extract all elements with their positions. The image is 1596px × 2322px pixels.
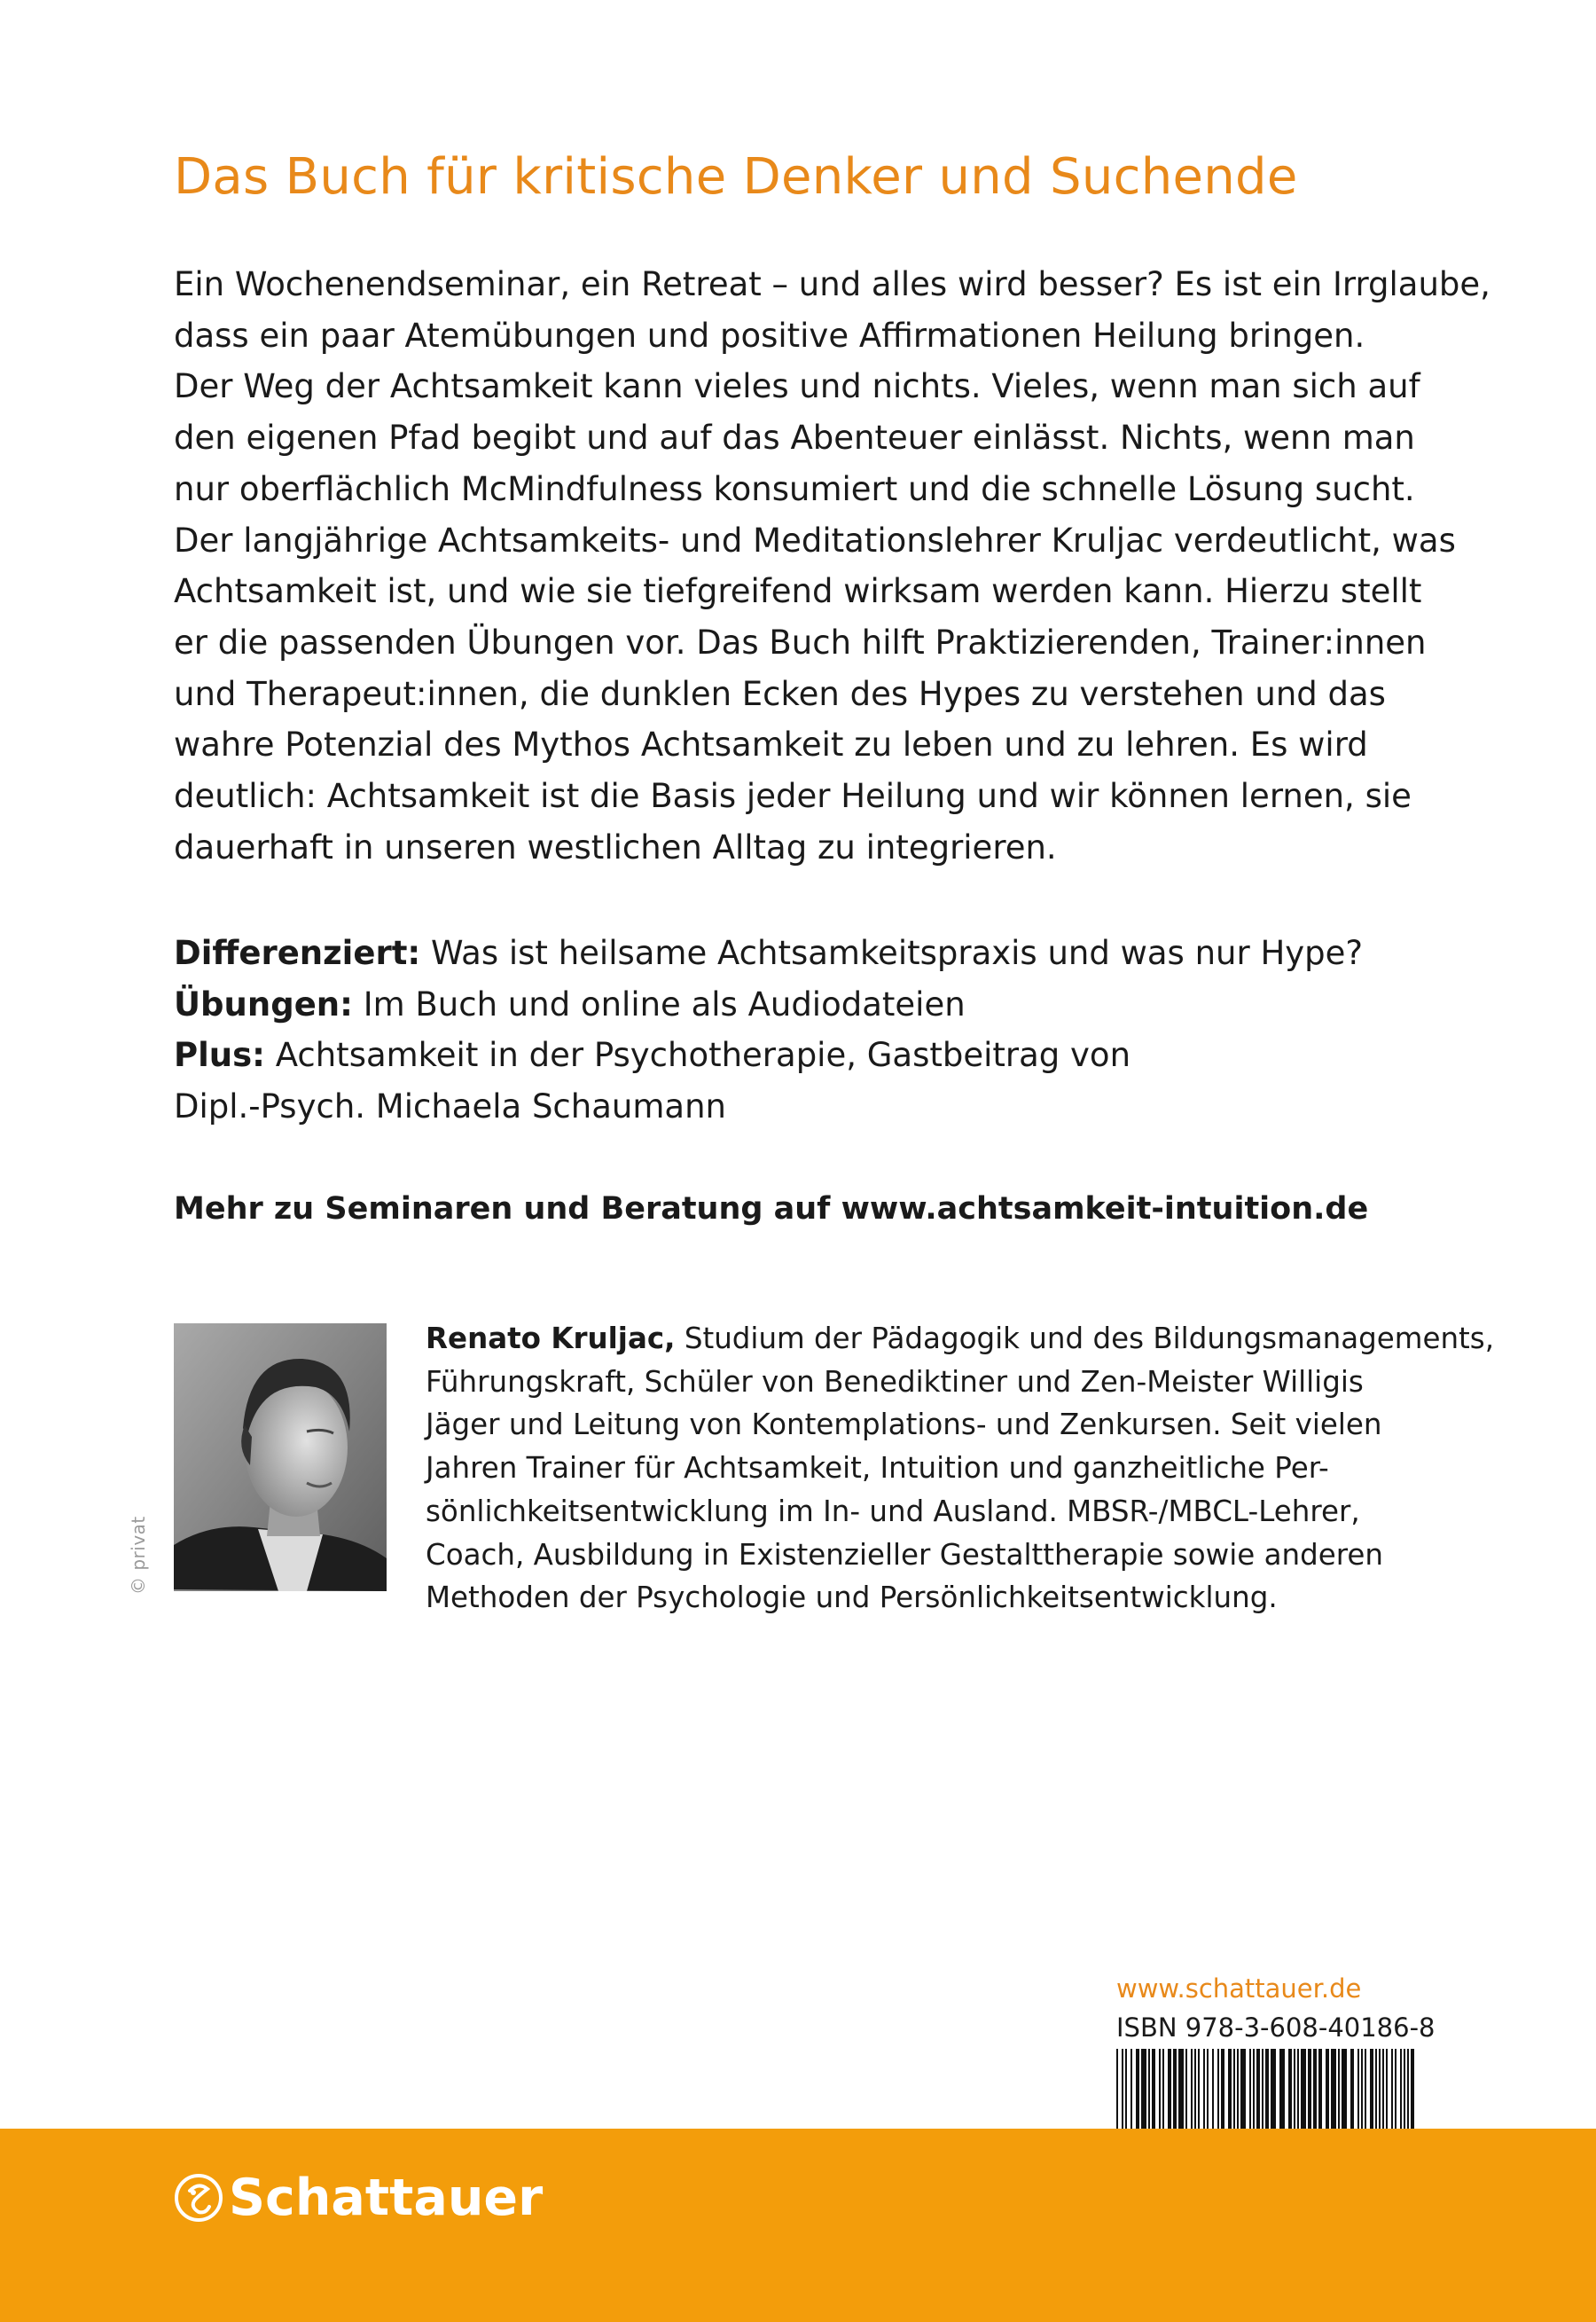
bio-line: sönlichkeitsentwicklung im In- und Ausland. MBSR-/MBCL-Lehrer,	[426, 1494, 1360, 1528]
barcode-bar	[1370, 2049, 1373, 2129]
barcode-bar	[1256, 2049, 1260, 2129]
barcode-bar	[1326, 2049, 1329, 2129]
barcode-bar	[1162, 2049, 1164, 2129]
barcode-bar	[1116, 2049, 1118, 2129]
barcode-bar	[1382, 2049, 1384, 2129]
barcode-bar	[1253, 2049, 1255, 2129]
headline: Das Buch für kritische Denker und Suchende	[174, 148, 1298, 206]
barcode-bar	[1407, 2049, 1409, 2129]
barcode-bar	[1125, 2049, 1127, 2129]
feature-list	[174, 928, 1433, 1133]
bio-first-line-text: Studium der Pädagogik und des Bildungsmanagements,	[675, 1322, 1495, 1355]
barcode-bar	[1297, 2049, 1299, 2129]
barcode-bar	[1411, 2049, 1414, 2129]
barcode-bar	[1379, 2049, 1381, 2129]
barcode-bar	[1301, 2049, 1306, 2129]
bio-line: Jahren Trainer für Achtsamkeit, Intuition und ganzheitliche Per-	[426, 1451, 1329, 1486]
feature-item	[174, 1030, 1433, 1081]
feature-text: Was ist heilsame Achtsamkeitspraxis und was nur Hype?	[420, 934, 1364, 972]
more-info-line: Mehr zu Seminaren und Beratung auf www.achtsamkeit-intuition.de	[174, 1191, 1369, 1227]
blurb-line: den eigenen Pfad begibt und auf das Abenteuer einlässt. Nichts, wenn man	[174, 419, 1415, 458]
barcode-bar	[1141, 2049, 1146, 2129]
barcode-bar	[1173, 2049, 1177, 2129]
feature-item	[174, 928, 1433, 979]
author-name: Renato Kruljac,	[426, 1322, 676, 1355]
barcode-bar	[1294, 2049, 1295, 2129]
barcode-bar	[1342, 2049, 1347, 2129]
barcode-bar	[1288, 2049, 1292, 2129]
blurb-line: dass ein paar Atemübungen und positive Affirmationen Heilung bringen.	[174, 316, 1365, 355]
blurb-line: und Therapeut:innen, die dunklen Ecken des Hypes zu verstehen und das	[174, 674, 1386, 713]
barcode-bar	[1185, 2049, 1187, 2129]
barcode-bar	[1191, 2049, 1193, 2129]
author-photo	[174, 1323, 387, 1591]
barcode-bar	[1395, 2049, 1396, 2129]
publisher-logo-text: Schattauer	[229, 2169, 544, 2227]
barcode-bar	[1331, 2049, 1336, 2129]
blurb-line: Der Weg der Achtsamkeit kann vieles und nichts. Vieles, wenn man sich auf	[174, 367, 1420, 406]
blurb-line: dauerhaft in unseren westlichen Alltag zu integrieren.	[174, 828, 1057, 867]
barcode-bar	[1375, 2049, 1377, 2129]
barcode-bar	[1404, 2049, 1405, 2129]
barcode-bar	[1194, 2049, 1196, 2129]
barcode-bar	[1265, 2049, 1269, 2129]
feature-text: Im Buch und online als Audiodateien	[352, 984, 966, 1024]
author-bio	[426, 1317, 1495, 1620]
author-portrait-image	[174, 1323, 387, 1591]
barcode-bar	[1249, 2049, 1251, 2129]
publisher-url[interactable]: www.schattauer.de	[1116, 1973, 1362, 2004]
barcode-bar	[1221, 2049, 1224, 2129]
barcode-bar	[1386, 2049, 1388, 2129]
barcode-bar	[1207, 2049, 1209, 2129]
barcode-bar	[1240, 2049, 1246, 2129]
feature-item	[174, 979, 1433, 1031]
barcode-bar	[1365, 2049, 1366, 2129]
barcode-bar	[1357, 2049, 1359, 2129]
barcode-bar	[1400, 2049, 1402, 2129]
barcode-bar	[1279, 2049, 1285, 2129]
photo-credit: © privat	[128, 1516, 149, 1595]
feature-label: Plus:	[174, 1036, 265, 1075]
feature-label: Übungen:	[174, 984, 353, 1024]
bio-line: Führungskraft, Schüler von Benediktiner und Zen-Meister Willigis	[426, 1364, 1364, 1399]
bio-line: Jäger und Leitung von Kontemplations- und Zenkursen. Seit vielen	[426, 1408, 1382, 1442]
barcode-bar	[1271, 2049, 1276, 2129]
blurb-line: Achtsamkeit ist, und wie sie tiefgreifend wirksam werden kann. Hierzu stellt	[174, 572, 1422, 611]
bio-line: Coach, Ausbildung in Existenzieller Gestalttherapie sowie anderen	[426, 1537, 1383, 1572]
barcode-bar	[1212, 2049, 1214, 2129]
feature-continuation: Dipl.-Psych. Michaela Schaumann	[174, 1087, 726, 1126]
barcode-bar	[1130, 2049, 1132, 2129]
blurb-line: nur oberflächlich McMindfulness konsumiert und die schnelle Lösung sucht.	[174, 469, 1415, 508]
barcode-bar	[1237, 2049, 1239, 2129]
barcode-bar	[1136, 2049, 1139, 2129]
barcode-bar	[1159, 2049, 1161, 2129]
feature-label: Differenziert:	[174, 934, 421, 972]
barcode-bar	[1233, 2049, 1235, 2129]
barcode-bar	[1198, 2049, 1200, 2129]
blurb-line: Ein Wochenendseminar, ein Retreat – und alles wird besser? Es ist ein Irrglaube,	[174, 265, 1490, 303]
barcode-bar	[1391, 2049, 1393, 2129]
blurb-line: Der langjährige Achtsamkeits- und Meditationslehrer Kruljac verdeutlicht, was	[174, 521, 1456, 560]
barcode-image	[1116, 2049, 1418, 2129]
isbn: ISBN 978-3-608-40186-8	[1116, 2012, 1436, 2043]
barcode-bar	[1313, 2049, 1317, 2129]
barcode-bar	[1168, 2049, 1171, 2129]
blurb-line: er die passenden Übungen vor. Das Buch hilft Praktizierenden, Trainer:innen	[174, 623, 1427, 662]
barcode-bar	[1350, 2049, 1354, 2129]
bio-line: Methoden der Psychologie und Persönlichkeitsentwicklung.	[426, 1581, 1278, 1615]
barcode-bar	[1217, 2049, 1219, 2129]
barcode-bar	[1203, 2049, 1205, 2129]
barcode-bar	[1122, 2049, 1123, 2129]
schattauer-logo-icon	[174, 2173, 223, 2223]
barcode-bar	[1318, 2049, 1322, 2129]
barcode-bar	[1148, 2049, 1150, 2129]
blurb	[174, 259, 1490, 873]
barcode-bar	[1308, 2049, 1311, 2129]
barcode-bar	[1361, 2049, 1363, 2129]
barcode-bar	[1178, 2049, 1184, 2129]
feature-text: Achtsamkeit in der Psychotherapie, Gastbeitrag von	[264, 1036, 1131, 1075]
blurb-line: deutlich: Achtsamkeit ist die Basis jeder Heilung und wir können lernen, sie	[174, 777, 1412, 816]
barcode-bar	[1228, 2049, 1232, 2129]
blurb-line: wahre Potenzial des Mythos Achtsamkeit zu leben und zu lehren. Es wird	[174, 726, 1368, 765]
barcode-bar	[1338, 2049, 1340, 2129]
barcode-bar	[1152, 2049, 1155, 2129]
bio-line	[426, 1317, 1495, 1361]
barcode-bar	[1262, 2049, 1264, 2129]
